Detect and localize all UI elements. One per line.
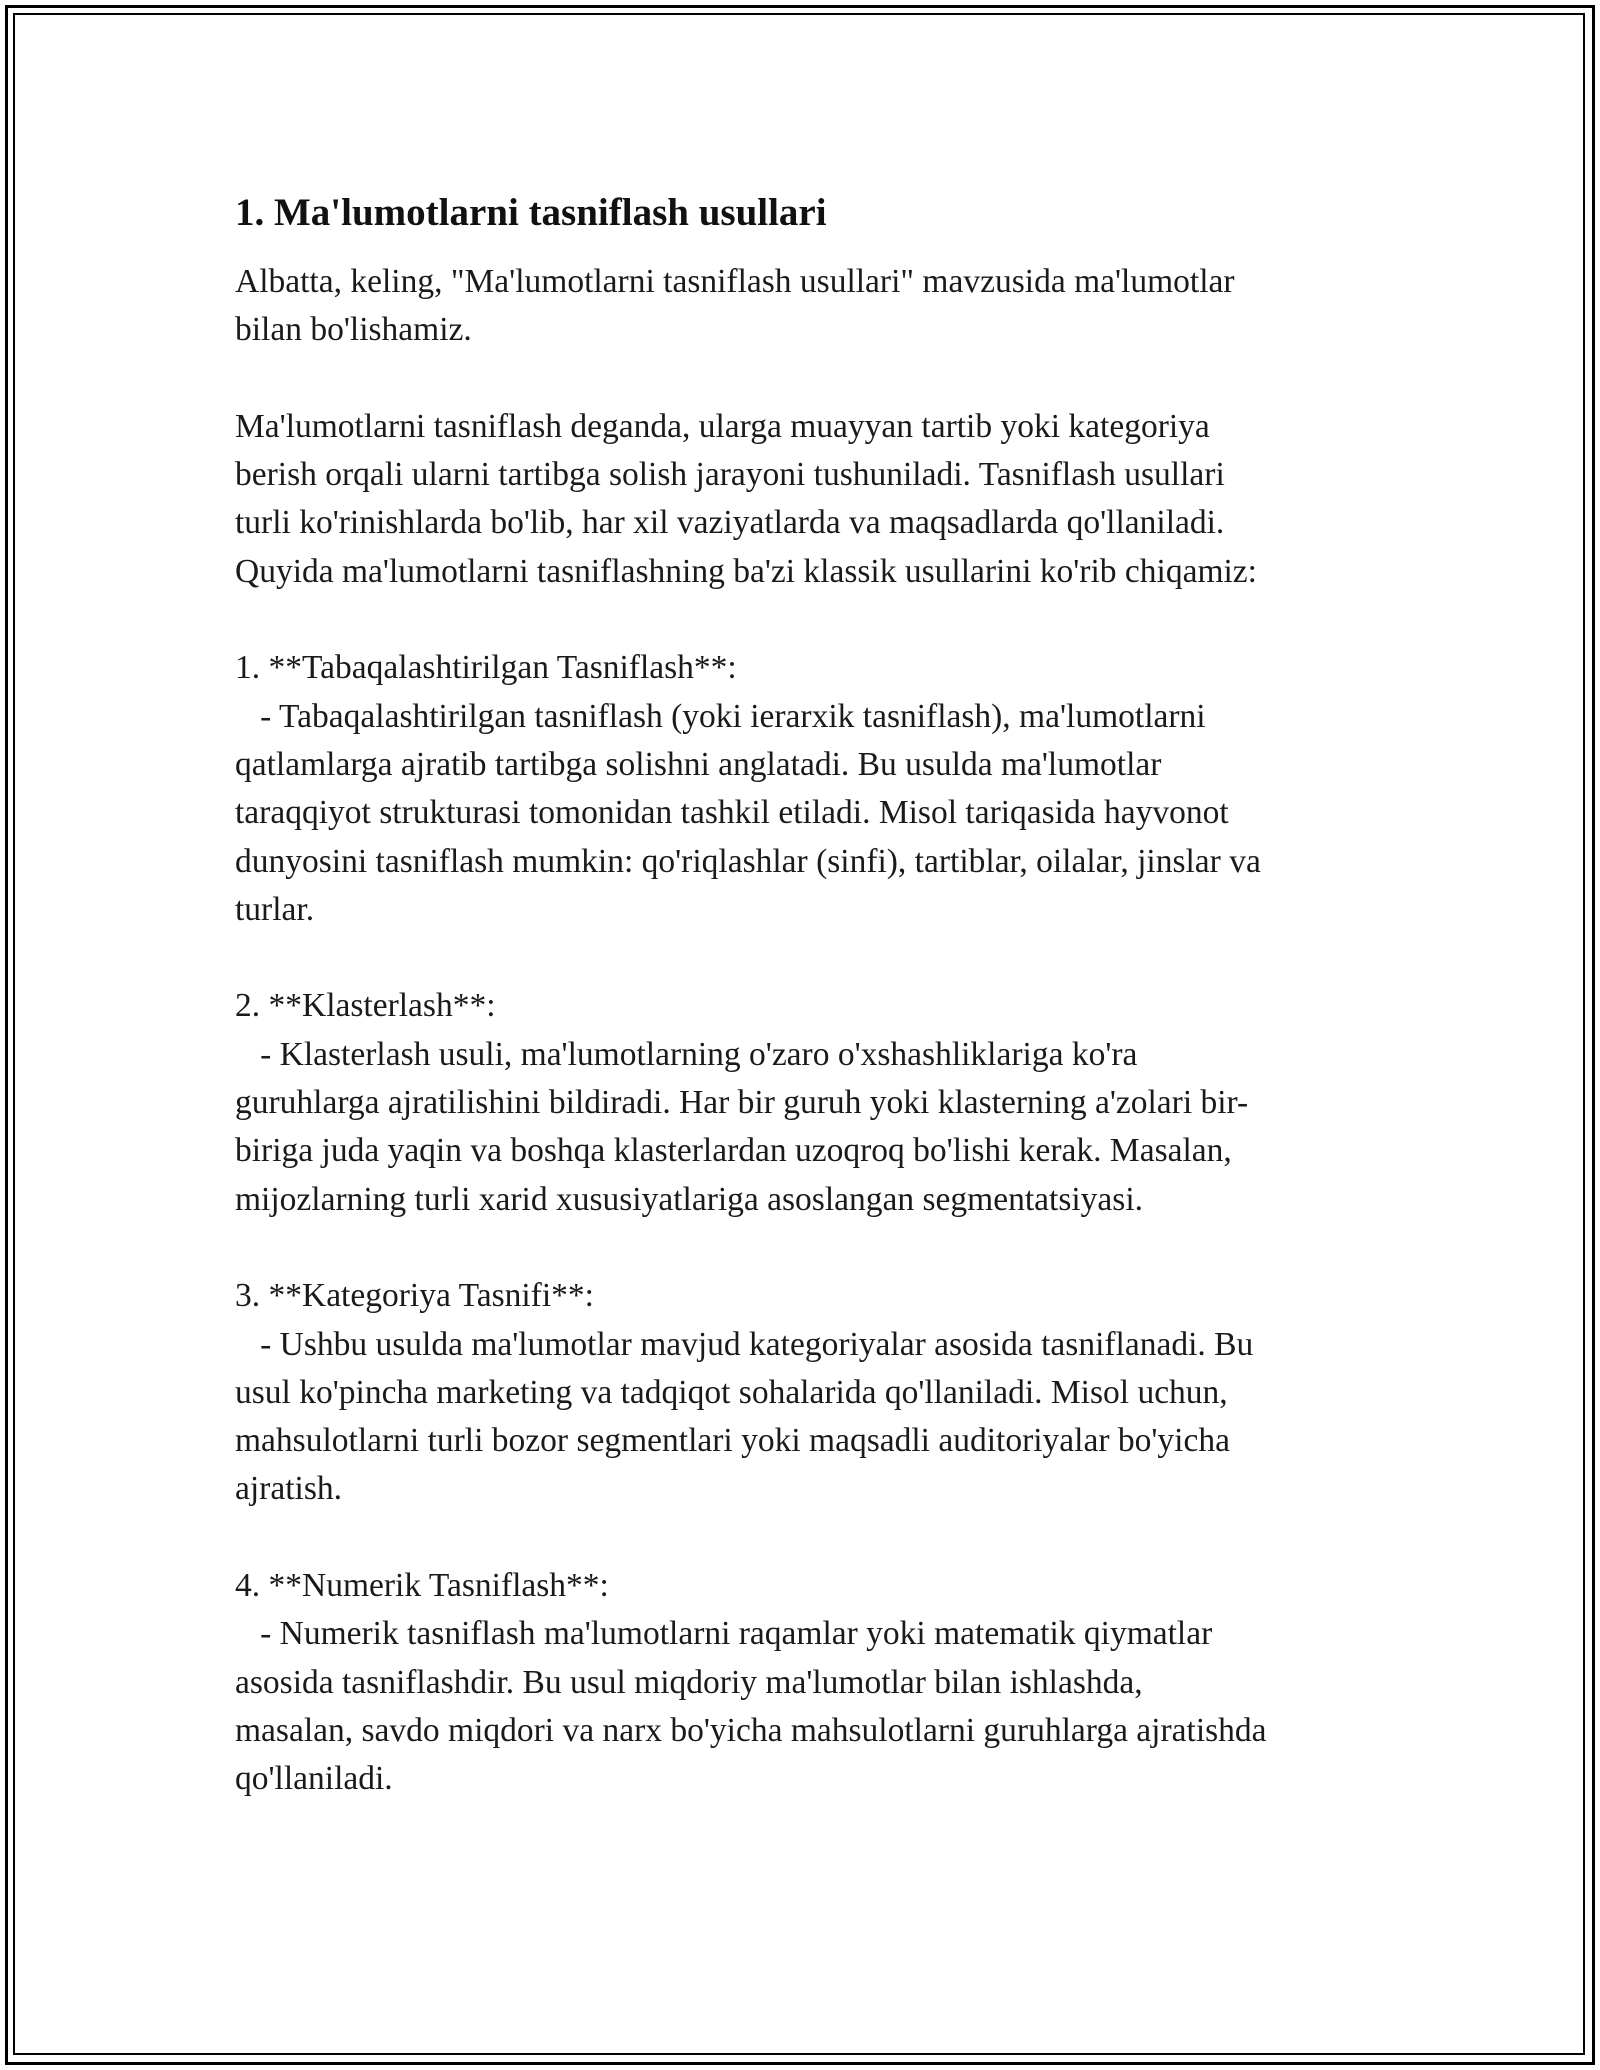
document-page [235,186,1375,1804]
document-title: 1. Ma'lumotlarni tasniflash usullari [235,191,827,234]
document-body-text: Albatta, keling, "Ma'lumotlarni tasniflash usullari" mavzusida ma'lumotlar bilan bo'lishamiz. Ma'lumotlarni tasniflash deganda, ularga muayyan tartib yoki kategoriya berish orqali ularni tartibga solish jarayoni tushuniladi. Tasniflash usullari turli ko'rinishlarda bo'lib, har xil vaziyatlarda va maqsadlarda qo'llaniladi. Quyida ma'lumotlarni tasniflashning ba'zi klassik usullarini ko'rib chiqamiz: 1. **Tabaqalashtirilgan Tasniflash**: - Tabaqalashtirilgan tasniflash (yoki ierarxik tasniflash), ma'lumotlarni qatlamlarga ajratib tartibga solishni anglatadi. Bu usulda ma'lumotlar taraqqiyot strukturasi tomonidan tashkil etiladi. Misol tariqasida hayvonot dunyosini tasniflash mumkin: qo'riqlashlar (sinfi), tartiblar, oilalar, jinslar va turlar. 2. **Klasterlash**: - Klasterlash usuli, ma'lumotlarning o'zaro o'xshashliklariga ko'ra guruhlarga ajratilishini bildiradi. Har bir guruh yoki klasterning a'zolari bir- biriga juda yaqin va boshqa klasterlardan uzoqroq bo'lishi kerak. Masalan, mijozlarning turli xarid xususiyatlariga asoslangan segmentatsiyasi. 3. **Kategoriya Tasnifi**: - Ushbu usulda ma'lumotlar mavjud kategoriyalar asosida tasniflanadi. Bu usul ko'pincha marketing va tadqiqot sohalarida qo'llaniladi. Misol uchun, mahsulotlarni turli bozor segmentlari yoki maqsadli auditoriyalar bo'yicha ajratish. 4. **Numerik Tasniflash**: - Numerik tasniflash ma'lumotlarni raqamlar yoki matematik qiymatlar asosida tasniflashdir. Bu usul miqdoriy ma'lumotlar bilan ishlashda, masalan, savdo miqdori va narx bo'yicha mahsulotlarni guruhlarga ajratishda qo'llaniladi. [235,263,1267,1798]
